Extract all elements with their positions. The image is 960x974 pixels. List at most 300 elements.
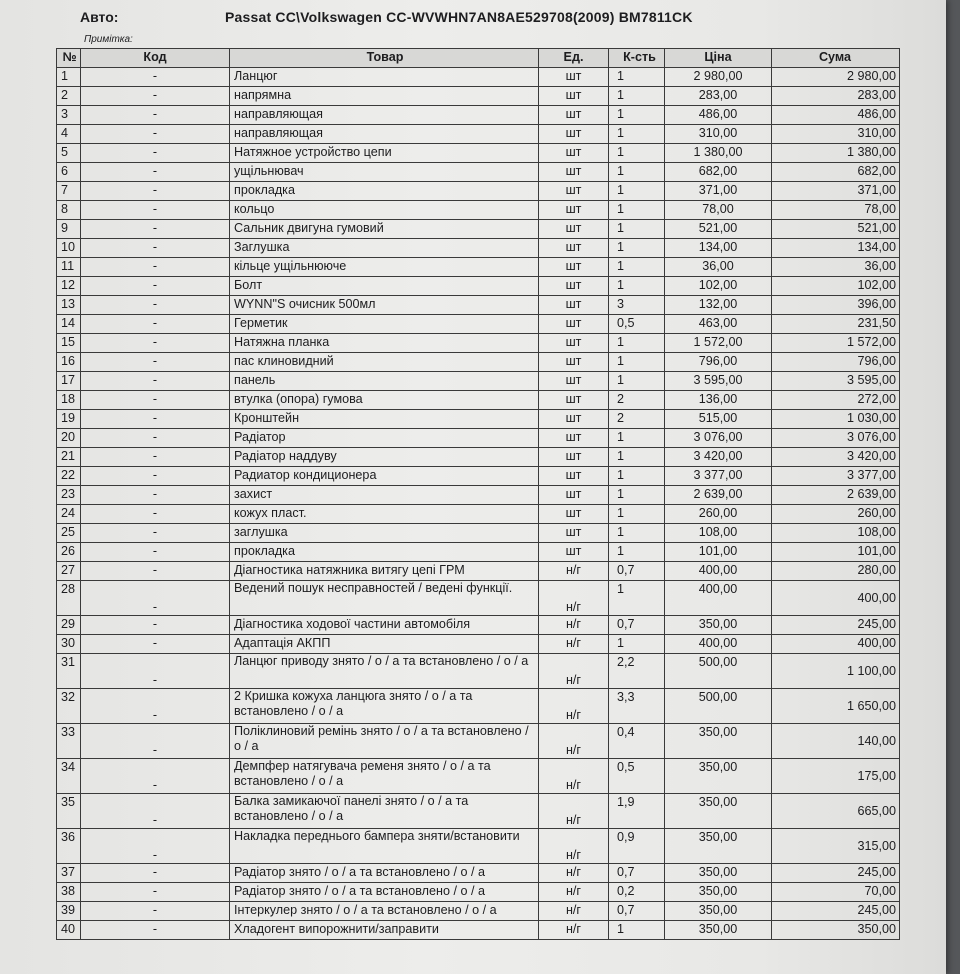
row-price: 101,00 [665,543,772,562]
row-code: - [81,239,230,258]
table-row [57,864,900,883]
table-row [57,467,900,486]
row-unit: н/г [539,689,609,724]
table-row [57,794,900,829]
row-product: Радіатор знято / о / а та встановлено / о / а [230,864,539,883]
row-price: 350,00 [665,883,772,902]
row-unit: н/г [539,921,609,940]
row-quantity: 1,9 [609,794,665,829]
row-product: Інтеркулер знято / о / а та встановлено / о / а [230,902,539,921]
row-code: - [81,182,230,201]
row-quantity: 0,2 [609,883,665,902]
row-code: - [81,724,230,759]
row-code: - [81,106,230,125]
row-price: 796,00 [665,353,772,372]
row-number: 22 [57,467,81,486]
row-product: Радіатор знято / о / а та встановлено / о / а [230,883,539,902]
row-number: 32 [57,689,81,724]
row-price: 371,00 [665,182,772,201]
row-code: - [81,921,230,940]
row-price: 3 420,00 [665,448,772,467]
row-unit: шт [539,467,609,486]
row-quantity: 1 [609,106,665,125]
col-header-product: Товар [230,49,539,68]
row-sum: 134,00 [772,239,900,258]
row-sum: 3 420,00 [772,448,900,467]
row-unit: шт [539,429,609,448]
row-product: панель [230,372,539,391]
row-number: 31 [57,654,81,689]
row-price: 36,00 [665,258,772,277]
row-sum: 260,00 [772,505,900,524]
row-sum: 400,00 [772,635,900,654]
row-price: 500,00 [665,654,772,689]
row-price: 400,00 [665,635,772,654]
row-sum: 78,00 [772,201,900,220]
table-row [57,372,900,391]
row-number: 19 [57,410,81,429]
table-row [57,616,900,635]
row-price: 136,00 [665,391,772,410]
row-sum: 1 572,00 [772,334,900,353]
table-row [57,201,900,220]
table-row [57,448,900,467]
row-price: 350,00 [665,794,772,829]
row-product: Радіатор [230,429,539,448]
row-product: ущільнювач [230,163,539,182]
row-price: 682,00 [665,163,772,182]
row-code: - [81,616,230,635]
row-quantity: 1 [609,220,665,239]
row-code: - [81,883,230,902]
row-product: втулка (опора) гумова [230,391,539,410]
row-code: - [81,353,230,372]
row-code: - [81,125,230,144]
row-code: - [81,334,230,353]
row-unit: шт [539,106,609,125]
row-sum: 1 100,00 [772,654,900,689]
row-product: 2 Кришка кожуха ланцюга знято / о / а та встановлено / о / а [230,689,539,724]
row-unit: шт [539,220,609,239]
row-product: прокладка [230,543,539,562]
row-product: захист [230,486,539,505]
row-number: 7 [57,182,81,201]
row-price: 108,00 [665,524,772,543]
row-code: - [81,277,230,296]
row-product: заглушка [230,524,539,543]
row-code: - [81,654,230,689]
row-code: - [81,759,230,794]
row-price: 1 380,00 [665,144,772,163]
table-row [57,353,900,372]
table-row [57,921,900,940]
row-code: - [81,296,230,315]
row-sum: 396,00 [772,296,900,315]
row-price: 350,00 [665,724,772,759]
row-product: Сальник двигуна гумовий [230,220,539,239]
row-unit: шт [539,524,609,543]
row-number: 18 [57,391,81,410]
table-header-row [57,49,900,68]
table-row [57,182,900,201]
row-unit: шт [539,296,609,315]
row-code: - [81,258,230,277]
row-number: 34 [57,759,81,794]
row-number: 2 [57,87,81,106]
row-unit: шт [539,125,609,144]
row-number: 15 [57,334,81,353]
row-number: 1 [57,68,81,87]
row-price: 3 595,00 [665,372,772,391]
row-sum: 350,00 [772,921,900,940]
row-unit: шт [539,315,609,334]
row-product: Болт [230,277,539,296]
row-product: прокладка [230,182,539,201]
table-row [57,163,900,182]
table-row [57,486,900,505]
row-product: Адаптація АКПП [230,635,539,654]
row-product: WYNN"S очисник 500мл [230,296,539,315]
row-quantity: 1 [609,201,665,220]
row-unit: шт [539,372,609,391]
row-unit: н/г [539,829,609,864]
table-row [57,829,900,864]
row-sum: 400,00 [772,581,900,616]
row-unit: шт [539,277,609,296]
table-row [57,277,900,296]
row-product: Ведений пошук несправностей / ведені функції. [230,581,539,616]
row-code: - [81,87,230,106]
table-row [57,315,900,334]
row-unit: шт [539,201,609,220]
row-code: - [81,486,230,505]
row-number: 21 [57,448,81,467]
row-quantity: 1 [609,353,665,372]
row-number: 4 [57,125,81,144]
row-price: 350,00 [665,864,772,883]
row-product: направляющая [230,106,539,125]
row-quantity: 1 [609,448,665,467]
row-number: 8 [57,201,81,220]
row-number: 37 [57,864,81,883]
row-unit: шт [539,448,609,467]
table-row [57,429,900,448]
row-unit: шт [539,486,609,505]
row-product: кільце ущільнююче [230,258,539,277]
table-row [57,391,900,410]
row-price: 350,00 [665,829,772,864]
row-unit: шт [539,163,609,182]
table-row [57,902,900,921]
row-sum: 371,00 [772,182,900,201]
row-unit: н/г [539,759,609,794]
row-product: Діагностика натяжника витягу цепі ГРМ [230,562,539,581]
table-row [57,125,900,144]
table-row [57,68,900,87]
row-code: - [81,68,230,87]
table-row [57,724,900,759]
row-price: 78,00 [665,201,772,220]
row-sum: 3 076,00 [772,429,900,448]
row-sum: 140,00 [772,724,900,759]
row-quantity: 1 [609,543,665,562]
row-product: Радиатор кондиционера [230,467,539,486]
row-unit: шт [539,334,609,353]
row-code: - [81,864,230,883]
row-quantity: 1 [609,334,665,353]
row-quantity: 0,7 [609,616,665,635]
row-unit: шт [539,410,609,429]
row-sum: 665,00 [772,794,900,829]
row-price: 350,00 [665,902,772,921]
row-number: 40 [57,921,81,940]
row-quantity: 1 [609,125,665,144]
row-quantity: 3,3 [609,689,665,724]
row-quantity: 0,5 [609,759,665,794]
table-row [57,524,900,543]
row-quantity: 1 [609,144,665,163]
row-unit: н/г [539,616,609,635]
row-unit: н/г [539,902,609,921]
row-number: 25 [57,524,81,543]
table-row [57,883,900,902]
row-quantity: 1 [609,581,665,616]
table-row [57,543,900,562]
row-unit: н/г [539,581,609,616]
row-sum: 245,00 [772,902,900,921]
table-row [57,562,900,581]
row-product: Заглушка [230,239,539,258]
row-code: - [81,467,230,486]
row-quantity: 1 [609,182,665,201]
row-code: - [81,794,230,829]
row-quantity: 0,7 [609,902,665,921]
row-price: 521,00 [665,220,772,239]
col-header-quantity: К-сть [609,49,665,68]
row-quantity: 0,7 [609,562,665,581]
row-quantity: 1 [609,239,665,258]
row-price: 102,00 [665,277,772,296]
row-unit: н/г [539,562,609,581]
row-quantity: 1 [609,163,665,182]
row-number: 10 [57,239,81,258]
row-number: 20 [57,429,81,448]
col-header-sum: Сума [772,49,900,68]
row-quantity: 1 [609,429,665,448]
row-number: 38 [57,883,81,902]
row-number: 6 [57,163,81,182]
table-row [57,505,900,524]
row-unit: шт [539,182,609,201]
row-price: 3 377,00 [665,467,772,486]
row-sum: 245,00 [772,616,900,635]
row-unit: шт [539,505,609,524]
row-number: 14 [57,315,81,334]
row-code: - [81,562,230,581]
row-unit: н/г [539,864,609,883]
row-quantity: 0,9 [609,829,665,864]
row-code: - [81,163,230,182]
col-header-unit: Ед. [539,49,609,68]
row-product: напрямна [230,87,539,106]
row-product: Натяжное устройство цепи [230,144,539,163]
row-price: 132,00 [665,296,772,315]
row-price: 3 076,00 [665,429,772,448]
row-product: кольцо [230,201,539,220]
row-product: Ланцюг приводу знято / о / а та встановлено / о / а [230,654,539,689]
table-row [57,410,900,429]
table-row [57,87,900,106]
row-code: - [81,689,230,724]
row-sum: 102,00 [772,277,900,296]
table-row [57,258,900,277]
row-quantity: 0,7 [609,864,665,883]
row-sum: 796,00 [772,353,900,372]
row-quantity: 2 [609,410,665,429]
row-number: 35 [57,794,81,829]
row-quantity: 0,4 [609,724,665,759]
row-sum: 1 030,00 [772,410,900,429]
table-row [57,635,900,654]
row-price: 350,00 [665,921,772,940]
row-code: - [81,902,230,921]
row-number: 26 [57,543,81,562]
table-row [57,220,900,239]
row-product: пас клиновидний [230,353,539,372]
row-unit: шт [539,239,609,258]
row-number: 30 [57,635,81,654]
row-quantity: 1 [609,921,665,940]
row-product: Ланцюг [230,68,539,87]
row-price: 1 572,00 [665,334,772,353]
row-number: 17 [57,372,81,391]
row-code: - [81,410,230,429]
row-number: 16 [57,353,81,372]
row-unit: н/г [539,794,609,829]
row-number: 24 [57,505,81,524]
row-sum: 315,00 [772,829,900,864]
row-number: 33 [57,724,81,759]
row-price: 134,00 [665,239,772,258]
row-number: 11 [57,258,81,277]
row-number: 28 [57,581,81,616]
table-row [57,654,900,689]
row-price: 2 639,00 [665,486,772,505]
row-quantity: 2,2 [609,654,665,689]
row-sum: 280,00 [772,562,900,581]
row-code: - [81,635,230,654]
row-price: 260,00 [665,505,772,524]
row-price: 486,00 [665,106,772,125]
row-sum: 245,00 [772,864,900,883]
row-quantity: 1 [609,258,665,277]
row-product: Діагностика ходової частини автомобіля [230,616,539,635]
row-unit: н/г [539,654,609,689]
row-quantity: 1 [609,524,665,543]
table-row [57,296,900,315]
row-price: 350,00 [665,759,772,794]
row-unit: н/г [539,635,609,654]
row-sum: 486,00 [772,106,900,125]
row-quantity: 1 [609,635,665,654]
row-price: 310,00 [665,125,772,144]
row-code: - [81,543,230,562]
row-unit: шт [539,68,609,87]
row-number: 39 [57,902,81,921]
row-product: Демпфер натягувача ременя знято / о / а та встановлено / о / а [230,759,539,794]
row-code: - [81,391,230,410]
row-code: - [81,372,230,391]
row-sum: 682,00 [772,163,900,182]
row-price: 463,00 [665,315,772,334]
row-product: Радіатор наддуву [230,448,539,467]
row-code: - [81,581,230,616]
row-unit: шт [539,543,609,562]
row-sum: 3 377,00 [772,467,900,486]
table-row [57,759,900,794]
col-header-number: № [57,49,81,68]
row-number: 27 [57,562,81,581]
row-sum: 310,00 [772,125,900,144]
row-price: 350,00 [665,616,772,635]
row-code: - [81,524,230,543]
row-price: 515,00 [665,410,772,429]
row-sum: 108,00 [772,524,900,543]
row-code: - [81,220,230,239]
row-product: направляющая [230,125,539,144]
row-unit: шт [539,353,609,372]
table-row [57,689,900,724]
row-sum: 2 980,00 [772,68,900,87]
row-unit: шт [539,258,609,277]
row-quantity: 2 [609,391,665,410]
row-code: - [81,429,230,448]
row-quantity: 1 [609,277,665,296]
vehicle-label: Авто: [80,9,119,25]
row-sum: 283,00 [772,87,900,106]
row-sum: 1 650,00 [772,689,900,724]
row-price: 500,00 [665,689,772,724]
row-price: 2 980,00 [665,68,772,87]
table-row [57,239,900,258]
items-table [56,48,900,940]
row-code: - [81,315,230,334]
table-row [57,106,900,125]
items-body [57,68,900,940]
row-sum: 175,00 [772,759,900,794]
row-sum: 231,50 [772,315,900,334]
row-product: Накладка переднього бампера зняти/встановити [230,829,539,864]
note-label: Примітка: [84,34,133,45]
row-quantity: 1 [609,505,665,524]
row-unit: н/г [539,883,609,902]
row-quantity: 1 [609,467,665,486]
row-product: Поліклиновий ремінь знято / о / а та встановлено / о / а [230,724,539,759]
row-product: Натяжна планка [230,334,539,353]
col-header-price: Ціна [665,49,772,68]
row-unit: шт [539,391,609,410]
row-number: 23 [57,486,81,505]
row-code: - [81,829,230,864]
row-code: - [81,505,230,524]
vehicle-header [0,0,946,36]
row-sum: 70,00 [772,883,900,902]
row-number: 13 [57,296,81,315]
table-row [57,334,900,353]
col-header-code: Код [81,49,230,68]
row-quantity: 1 [609,87,665,106]
row-price: 400,00 [665,562,772,581]
